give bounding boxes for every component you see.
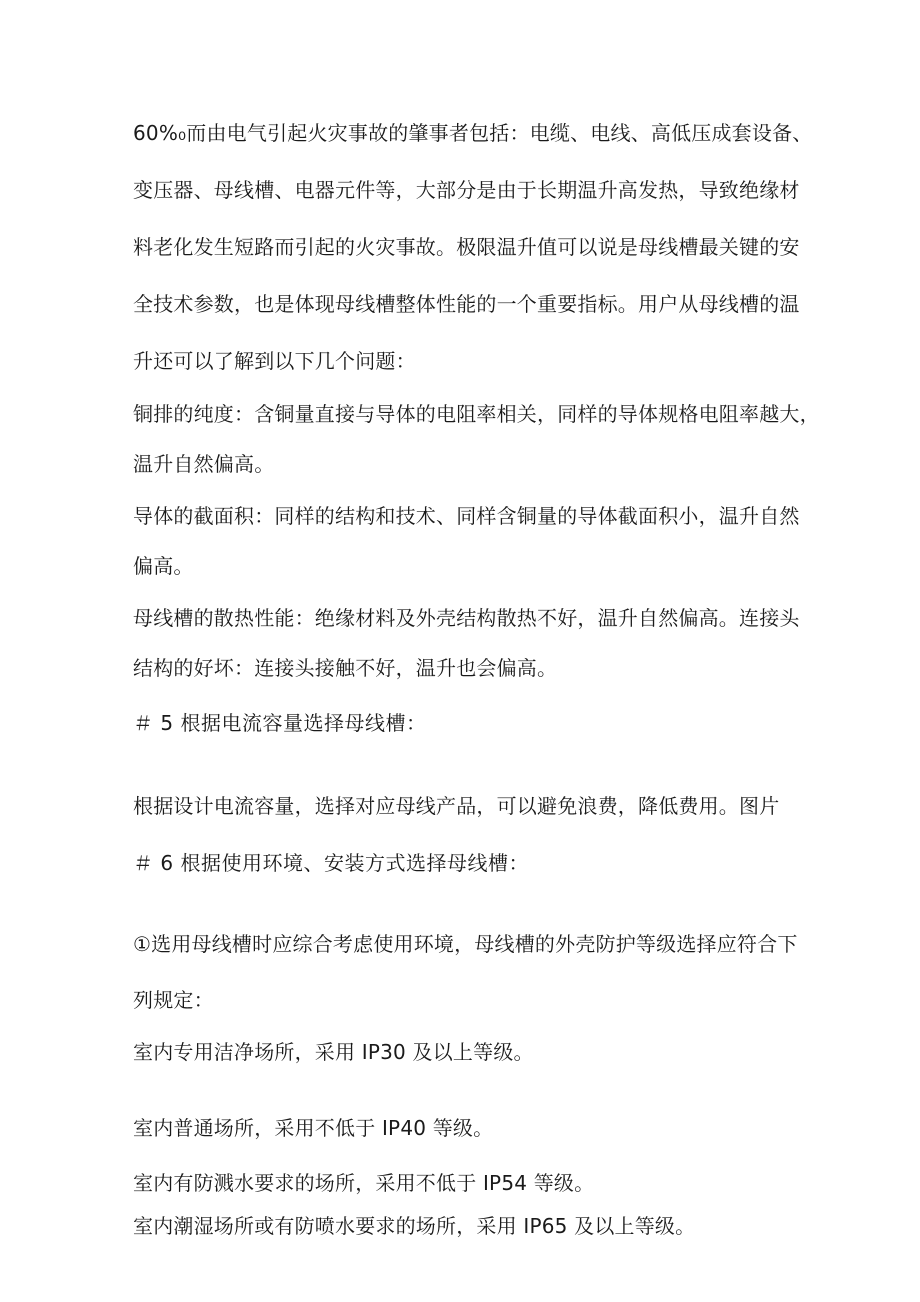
section-heading-5: ＃ 5 根据电流容量选择母线槽：	[133, 711, 427, 735]
ip65-line: 室内潮湿场所或有防喷水要求的场所，采用 IP65 及以上等级。	[133, 1214, 696, 1238]
intro-line-2: 变压器、母线槽、电器元件等，大部分是由于长期温升高发热，导致绝缘材	[133, 178, 800, 202]
cross-section-line-2: 偏高。	[133, 554, 194, 578]
copper-purity-line-2: 温升自然偏高。	[133, 452, 275, 476]
intro-line-3: 料老化发生短路而引起的火灾事故。极限温升值可以说是母线槽最关键的安	[133, 235, 800, 259]
copper-purity-line-1: 铜排的纯度：含铜量直接与导体的电阻率相关，同样的导体规格电阻率越大，	[133, 402, 820, 426]
intro-line-1: 60%₀而由电气引起火灾事故的肇事者包括：电缆、电线、高低压成套设备、	[133, 121, 813, 145]
rule-1-line-1: ①选用母线槽时应综合考虑使用环境，母线槽的外壳防护等级选择应符合下	[133, 932, 798, 956]
ip40-line: 室内普通场所，采用不低于 IP40 等级。	[133, 1116, 494, 1140]
intro-line-5: 升还可以了解到以下几个问题：	[133, 349, 416, 373]
cross-section-line-1: 导体的截面积：同样的结构和技术、同样含铜量的导体截面积小，温升自然	[133, 504, 800, 528]
intro-line-4: 全技术参数，也是体现母线槽整体性能的一个重要指标。用户从母线槽的温	[133, 292, 800, 316]
heat-dissipation-line-1: 母线槽的散热性能：绝缘材料及外壳结构散热不好，温升自然偏高。连接头	[133, 606, 800, 630]
heat-dissipation-line-2: 结构的好坏：连接头接触不好，温升也会偏高。	[133, 656, 558, 680]
ip54-line: 室内有防溅水要求的场所，采用不低于 IP54 等级。	[133, 1171, 595, 1195]
section-heading-6: ＃ 6 根据使用环境、安装方式选择母线槽：	[133, 851, 529, 875]
rule-1-line-2: 列规定：	[133, 988, 214, 1012]
current-capacity-line: 根据设计电流容量，选择对应母线产品，可以避免浪费，降低费用。图片	[133, 794, 780, 818]
ip30-line: 室内专用洁净场所，采用 IP30 及以上等级。	[133, 1040, 534, 1064]
